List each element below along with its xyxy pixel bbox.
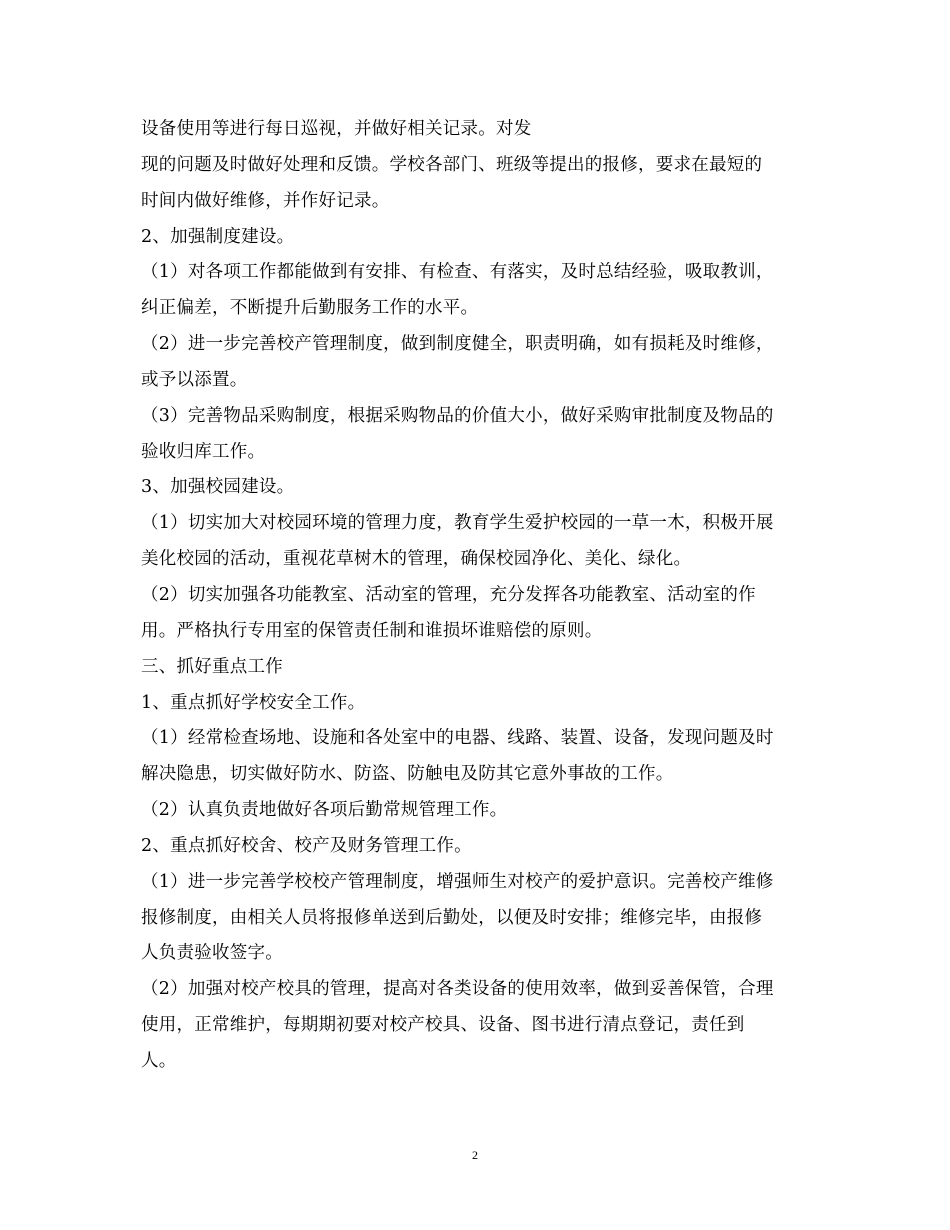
text-line: （2）切实加强各功能教室、活动室的管理，充分发挥各功能教室、活动室的作 xyxy=(141,584,756,605)
text-line: 人负责验收签字。 xyxy=(141,943,283,964)
section-heading: 2、重点抓好校舍、校产及财务管理工作。 xyxy=(141,835,472,856)
text-line: （1）切实加大对校园环境的管理力度，教育学生爱护校园的一草一木，积极开展 xyxy=(141,513,774,534)
page-number: 2 xyxy=(472,1148,478,1162)
text-line: （1）经常检查场地、设施和各处室中的电器、线路、装置、设备，发现问题及时 xyxy=(141,728,774,749)
text-line: 美化校园的活动，重视花草树木的管理，确保校园净化、美化、绿化。 xyxy=(141,549,692,570)
text-line: 使用，正常维护，每期期初要对校产校具、设备、图书进行清点登记，责任到 xyxy=(141,1015,745,1036)
text-line: （2）进一步完善校产管理制度，做到制度健全，职责明确，如有损耗及时维修， xyxy=(141,334,774,355)
text-line: （3）完善物品采购制度，根据采购物品的价值大小，做好采购审批制度及物品的 xyxy=(141,405,774,426)
text-line: 人。 xyxy=(141,1050,177,1071)
text-line: 纠正偏差，不断提升后勤服务工作的水平。 xyxy=(141,298,479,319)
document-body xyxy=(141,112,821,1080)
text-line: 时间内做好维修，并作好记录。 xyxy=(141,190,390,211)
text-line: 用。严格执行专用室的保管责任制和谁损坏谁赔偿的原则。 xyxy=(141,620,603,641)
text-line: （2）认真负责地做好各项后勤常规管理工作。 xyxy=(141,800,508,821)
section-heading: 3、加强校园建设。 xyxy=(141,477,295,498)
text-line: （1）进一步完善学校校产管理制度，增强师生对校产的爱护意识。完善校产维修 xyxy=(141,871,774,892)
text-line: 设备使用等进行每日巡视，并做好相关记录。对发 xyxy=(141,119,532,139)
chapter-heading: 三、抓好重点工作 xyxy=(141,656,283,677)
section-heading: 2、加强制度建设。 xyxy=(141,226,295,247)
section-heading: 1、重点抓好学校安全工作。 xyxy=(141,692,366,713)
text-line: 验收归库工作。 xyxy=(141,441,266,462)
text-line: 现的问题及时做好处理和反馈。学校各部门、班级等提出的报修，要求在最短的 xyxy=(141,154,763,175)
text-line: 解决隐患，切实做好防水、防盗、防触电及防其它意外事故的工作。 xyxy=(141,764,674,785)
text-line: （1）对各项工作都能做到有安排、有检查、有落实，及时总结经验，吸取教训， xyxy=(141,262,774,283)
text-line: 或予以添置。 xyxy=(141,369,248,390)
text-line: 报修制度，由相关人员将报修单送到后勤处，以便及时安排；维修完毕，由报修 xyxy=(141,907,763,928)
text-line: （2）加强对校产校具的管理，提高对各类设备的使用效率，做到妥善保管，合理 xyxy=(141,979,774,1000)
